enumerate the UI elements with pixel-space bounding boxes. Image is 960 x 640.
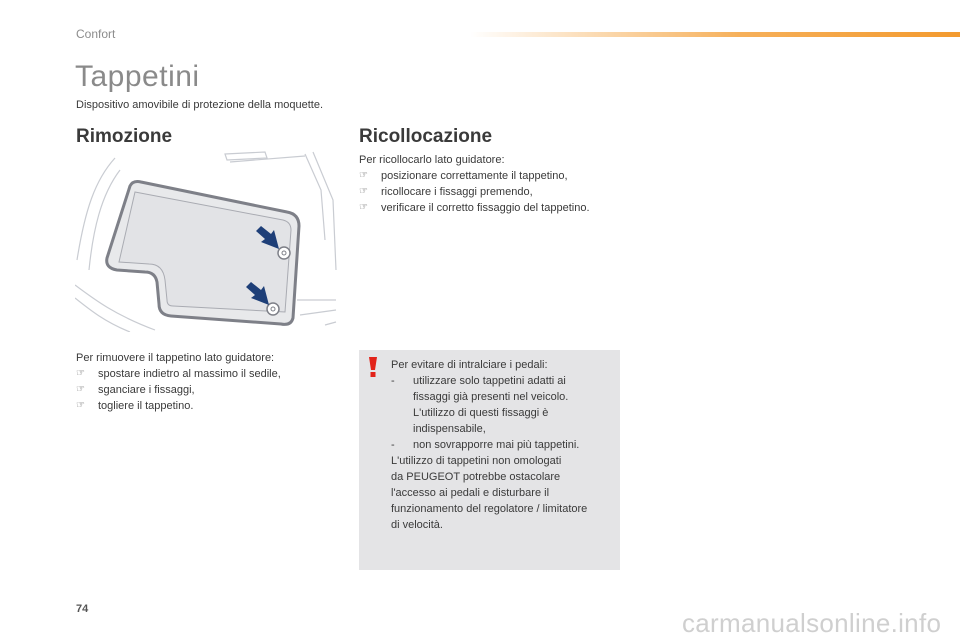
page-subtitle: Dispositivo amovibile di protezione della moquette. [76, 99, 324, 111]
pointing-finger-icon: ☞ [359, 170, 368, 181]
pointing-finger-icon: ☞ [76, 384, 85, 395]
fixing-clip-upper [278, 247, 290, 259]
list-item: ☞ posizionare correttamente il tappetino, [359, 170, 568, 182]
watermark: carmanualsonline.info [682, 608, 942, 638]
list-item: ☞ spostare indietro al massimo il sedile, [76, 368, 281, 380]
heading-ricollocazione: Ricollocazione [359, 126, 493, 147]
list-item: ☞ sganciare i fissaggi, [76, 384, 195, 396]
rimozione-intro: Per rimuovere il tappetino lato guidatore: [76, 352, 275, 364]
pointing-finger-icon: ☞ [76, 400, 85, 411]
floor-mat-illustration [75, 150, 337, 332]
list-item: ☞ togliere il tappetino. [76, 400, 194, 412]
pointing-finger-icon: ☞ [359, 202, 368, 213]
warning-box [359, 350, 620, 570]
heading-rimozione: Rimozione [76, 126, 173, 147]
section-label: Confort [76, 27, 116, 41]
list-item: - utilizzare solo tappetini adatti ai fissaggi già presenti nel veicolo. L'utilizzo di questi fissaggi è indispensabile, [391, 375, 569, 435]
warning-intro: Per evitare di intralciare i pedali: [391, 359, 548, 371]
list-item: ☞ verificare il corretto fissaggio del tappetino. [359, 202, 590, 214]
list-item: - non sovrapporre mai più tappetini. [391, 439, 580, 451]
ricollocazione-text [359, 152, 639, 216]
page-number: 74 [76, 603, 89, 615]
pointing-finger-icon: ☞ [76, 368, 85, 379]
page-title: Tappetini [75, 60, 200, 93]
warning-closing: L'utilizzo di tappetini non omologati da PEUGEOT potrebbe ostacolare l'accesso ai pedali e disturbare il funzionamento del regolatore / limitatore di velocità. [391, 455, 588, 531]
rimozione-text [76, 350, 346, 414]
list-item: ☞ ricollocare i fissaggi premendo, [359, 186, 533, 198]
ricollocazione-intro: Per ricollocarlo lato guidatore: [359, 154, 505, 166]
pointing-finger-icon: ☞ [359, 186, 368, 197]
header-accent-bar [470, 32, 960, 37]
exclamation-icon [366, 356, 380, 378]
